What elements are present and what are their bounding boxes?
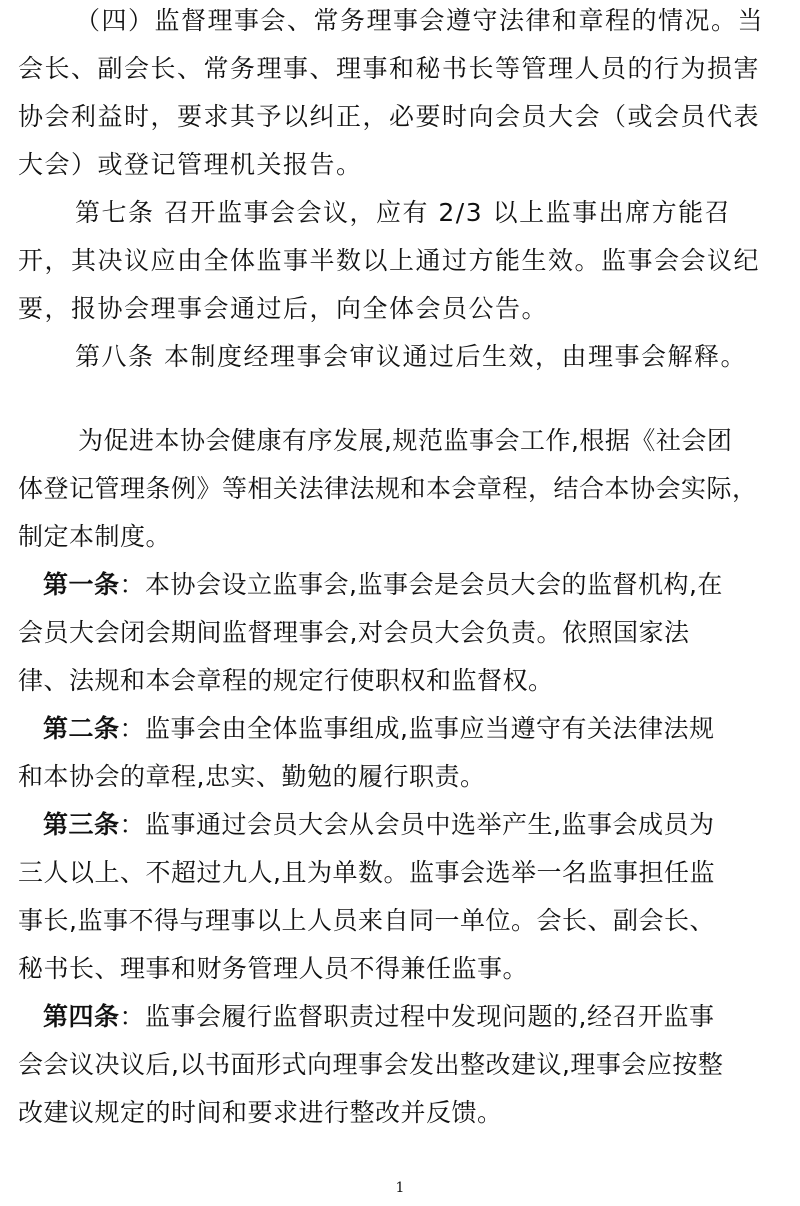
article-label: 第四条 xyxy=(43,1002,120,1031)
article-label: 第二条 xyxy=(43,714,120,743)
article-two-first-line xyxy=(43,714,714,744)
paragraph-line: 开，其决议应由全体监事半数以上通过方能生效。监事会会议纪 xyxy=(18,246,761,275)
paragraph-line: （四）监督理事会、常务理事会遵守法律和章程的情况。当 xyxy=(75,6,765,35)
article-line: 律、法规和本会章程的规定行使职权和监督权。 xyxy=(18,666,554,695)
article-line: 事长,监事不得与理事以上人员来自同一单位。会长、副会长、 xyxy=(18,906,715,935)
article-line: 会员大会闭会期间监督理事会,对会员大会负责。依照国家法 xyxy=(18,618,690,647)
page-number: 1 xyxy=(395,1180,405,1196)
intro-line: 为促进本协会健康有序发展,规范监事会工作,根据《社会团 xyxy=(78,426,733,455)
article-three-first-line xyxy=(43,810,714,840)
article-line: 秘书长、理事和财务管理人员不得兼任监事。 xyxy=(18,954,529,983)
article-seven-line: 第七条 召开监事会会议，应有 2/3 以上监事出席方能召 xyxy=(75,198,732,227)
intro-line: 体登记管理条例》等相关法律法规和本会章程，结合本协会实际， xyxy=(18,474,758,503)
article-text: ：本协会设立监事会,监事会是会员大会的监督机构,在 xyxy=(119,570,723,599)
article-one-first-line xyxy=(43,570,723,600)
article-eight-line: 第八条 本制度经理事会审议通过后生效，由理事会解释。 xyxy=(75,342,747,371)
article-line: 三人以上、不超过九人,且为单数。监事会选举一名监事担任监 xyxy=(18,858,715,887)
article-text: ：监事会履行监督职责过程中发现问题的,经召开监事 xyxy=(119,1002,715,1031)
paragraph-line: 要，报协会理事会通过后，向全体会员公告。 xyxy=(18,294,549,323)
article-line: 会会议决议后,以书面形式向理事会发出整改建议,理事会应按整 xyxy=(18,1050,724,1079)
article-label: 第一条 xyxy=(43,570,120,599)
article-text: ：监事会由全体监事组成,监事应当遵守有关法律法规 xyxy=(119,714,715,743)
paragraph-line: 大会）或登记管理机关报告。 xyxy=(18,150,363,179)
article-label: 第三条 xyxy=(43,810,120,839)
article-line: 改建议规定的时间和要求进行整改并反馈。 xyxy=(18,1098,503,1127)
article-text: ：监事通过会员大会从会员中选举产生,监事会成员为 xyxy=(119,810,715,839)
intro-line: 制定本制度。 xyxy=(18,522,172,551)
article-line: 和本协会的章程,忠实、勤勉的履行职责。 xyxy=(18,762,486,791)
paragraph-line: 会长、副会长、常务理事、理事和秘书长等管理人员的行为损害 xyxy=(18,54,761,83)
article-four-first-line xyxy=(43,1002,714,1032)
paragraph-line: 协会利益时，要求其予以纠正，必要时向会员大会（或会员代表 xyxy=(18,102,761,131)
